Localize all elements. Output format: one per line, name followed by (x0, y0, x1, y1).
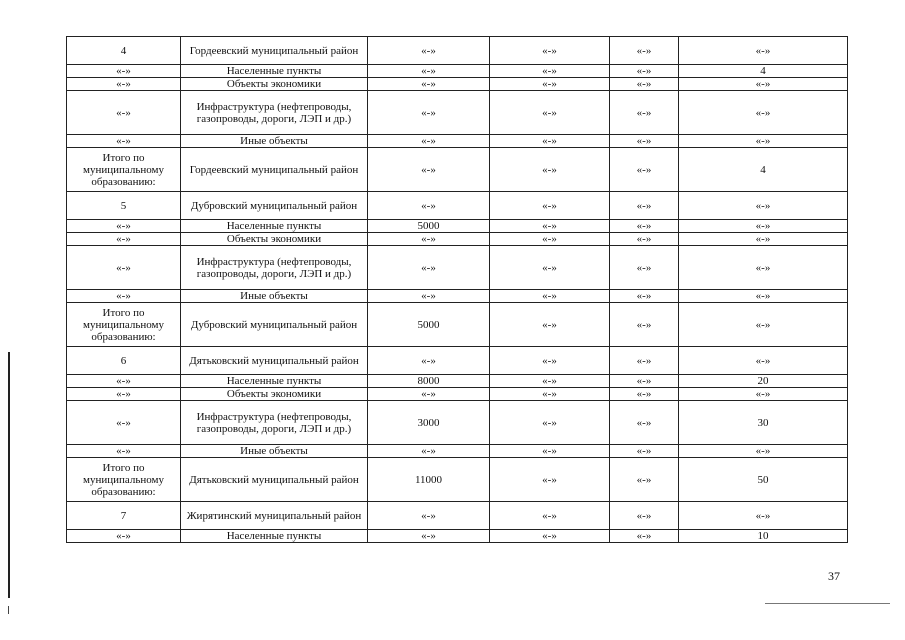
value-cell-1: «-» (368, 148, 490, 192)
value-cell-2: «-» (490, 91, 610, 135)
number-cell: 4 (67, 37, 181, 65)
table-row (67, 458, 848, 502)
footer-rule (765, 603, 890, 604)
value-cell-4: «-» (679, 303, 848, 347)
name-cell: Дубровский муниципальный район (181, 303, 368, 347)
value-cell-3: «-» (610, 530, 679, 543)
page-number: 37 (828, 569, 840, 583)
name-cell: Объекты экономики (181, 233, 368, 246)
value-cell-1: 5000 (368, 303, 490, 347)
value-cell-2: «-» (490, 220, 610, 233)
value-cell-3: «-» (610, 347, 679, 375)
value-cell-3: «-» (610, 401, 679, 445)
name-cell: Населенные пункты (181, 220, 368, 233)
value-cell-4: 4 (679, 148, 848, 192)
table-row (67, 502, 848, 530)
value-cell-4: «-» (679, 445, 848, 458)
value-cell-2: «-» (490, 401, 610, 445)
value-cell-3: «-» (610, 375, 679, 388)
table-row (67, 78, 848, 91)
value-cell-4: «-» (679, 192, 848, 220)
value-cell-2: «-» (490, 37, 610, 65)
value-cell-1: «-» (368, 192, 490, 220)
name-cell: Иные объекты (181, 445, 368, 458)
value-cell-1: 3000 (368, 401, 490, 445)
table-row (67, 148, 848, 192)
value-cell-2: «-» (490, 347, 610, 375)
value-cell-3: «-» (610, 388, 679, 401)
value-cell-3: «-» (610, 246, 679, 290)
value-cell-2: «-» (490, 78, 610, 91)
value-cell-4: «-» (679, 347, 848, 375)
number-cell: «-» (67, 375, 181, 388)
table-row (67, 246, 848, 290)
value-cell-4: «-» (679, 91, 848, 135)
name-cell: Инфраструктура (нефтепроводы, газопроводы, дороги, ЛЭП и др.) (181, 401, 368, 445)
number-cell: 7 (67, 502, 181, 530)
table-row (67, 388, 848, 401)
number-cell: Итого по муниципальному образованию: (67, 458, 181, 502)
value-cell-3: «-» (610, 78, 679, 91)
number-cell: «-» (67, 388, 181, 401)
value-cell-2: «-» (490, 148, 610, 192)
name-cell: Населенные пункты (181, 375, 368, 388)
value-cell-1: «-» (368, 78, 490, 91)
value-cell-4: «-» (679, 37, 848, 65)
value-cell-4: «-» (679, 233, 848, 246)
table-row (67, 135, 848, 148)
value-cell-2: «-» (490, 65, 610, 78)
value-cell-2: «-» (490, 375, 610, 388)
value-cell-2: «-» (490, 290, 610, 303)
table-row (67, 445, 848, 458)
number-cell: «-» (67, 246, 181, 290)
table-row (67, 375, 848, 388)
value-cell-1: «-» (368, 445, 490, 458)
value-cell-3: «-» (610, 37, 679, 65)
value-cell-2: «-» (490, 192, 610, 220)
value-cell-2: «-» (490, 135, 610, 148)
number-cell: «-» (67, 401, 181, 445)
value-cell-3: «-» (610, 192, 679, 220)
value-cell-2: «-» (490, 303, 610, 347)
value-cell-2: «-» (490, 246, 610, 290)
table-row (67, 530, 848, 543)
table-row (67, 347, 848, 375)
value-cell-1: «-» (368, 290, 490, 303)
number-cell: «-» (67, 78, 181, 91)
scan-edge-mark (8, 352, 10, 598)
value-cell-1: 8000 (368, 375, 490, 388)
table-row (67, 192, 848, 220)
value-cell-1: «-» (368, 347, 490, 375)
value-cell-3: «-» (610, 135, 679, 148)
name-cell: Инфраструктура (нефтепроводы, газопроводы, дороги, ЛЭП и др.) (181, 91, 368, 135)
value-cell-1: 5000 (368, 220, 490, 233)
value-cell-4: «-» (679, 135, 848, 148)
value-cell-3: «-» (610, 290, 679, 303)
value-cell-4: «-» (679, 78, 848, 91)
table-row (67, 91, 848, 135)
value-cell-4: «-» (679, 246, 848, 290)
table-row (67, 233, 848, 246)
table-row (67, 220, 848, 233)
number-cell: «-» (67, 233, 181, 246)
number-cell: «-» (67, 445, 181, 458)
value-cell-4: 30 (679, 401, 848, 445)
value-cell-2: «-» (490, 233, 610, 246)
name-cell: Инфраструктура (нефтепроводы, газопроводы, дороги, ЛЭП и др.) (181, 246, 368, 290)
name-cell: Гордеевский муниципальный район (181, 37, 368, 65)
value-cell-3: «-» (610, 91, 679, 135)
value-cell-1: «-» (368, 233, 490, 246)
value-cell-4: 50 (679, 458, 848, 502)
value-cell-3: «-» (610, 65, 679, 78)
emergency-objects-table (66, 36, 848, 543)
name-cell: Иные объекты (181, 135, 368, 148)
value-cell-3: «-» (610, 303, 679, 347)
value-cell-4: 20 (679, 375, 848, 388)
value-cell-3: «-» (610, 502, 679, 530)
name-cell: Населенные пункты (181, 530, 368, 543)
value-cell-2: «-» (490, 458, 610, 502)
number-cell: «-» (67, 220, 181, 233)
number-cell: Итого по муниципальному образованию: (67, 148, 181, 192)
value-cell-4: «-» (679, 388, 848, 401)
value-cell-2: «-» (490, 530, 610, 543)
value-cell-3: «-» (610, 148, 679, 192)
value-cell-4: «-» (679, 290, 848, 303)
number-cell: 6 (67, 347, 181, 375)
scan-edge-tick (8, 606, 9, 614)
value-cell-1: «-» (368, 530, 490, 543)
number-cell: 5 (67, 192, 181, 220)
value-cell-4: 10 (679, 530, 848, 543)
table-row (67, 65, 848, 78)
value-cell-3: «-» (610, 233, 679, 246)
name-cell: Объекты экономики (181, 78, 368, 91)
number-cell: «-» (67, 91, 181, 135)
name-cell: Дятьковский муниципальный район (181, 458, 368, 502)
value-cell-2: «-» (490, 388, 610, 401)
value-cell-2: «-» (490, 502, 610, 530)
value-cell-1: «-» (368, 37, 490, 65)
name-cell: Дубровский муниципальный район (181, 192, 368, 220)
name-cell: Гордеевский муниципальный район (181, 148, 368, 192)
number-cell: «-» (67, 135, 181, 148)
value-cell-4: 4 (679, 65, 848, 78)
value-cell-2: «-» (490, 445, 610, 458)
value-cell-3: «-» (610, 458, 679, 502)
value-cell-1: «-» (368, 246, 490, 290)
number-cell: «-» (67, 530, 181, 543)
name-cell: Объекты экономики (181, 388, 368, 401)
value-cell-1: «-» (368, 388, 490, 401)
name-cell: Дятьковский муниципальный район (181, 347, 368, 375)
value-cell-1: 11000 (368, 458, 490, 502)
value-cell-1: «-» (368, 65, 490, 78)
value-cell-4: «-» (679, 502, 848, 530)
value-cell-3: «-» (610, 445, 679, 458)
name-cell: Жирятинский муниципальный район (181, 502, 368, 530)
value-cell-1: «-» (368, 502, 490, 530)
table-row (67, 401, 848, 445)
table-row (67, 303, 848, 347)
value-cell-4: «-» (679, 220, 848, 233)
table-row (67, 37, 848, 65)
table-body (67, 37, 848, 543)
value-cell-1: «-» (368, 135, 490, 148)
number-cell: Итого по муниципальному образованию: (67, 303, 181, 347)
value-cell-1: «-» (368, 91, 490, 135)
table-row (67, 290, 848, 303)
name-cell: Населенные пункты (181, 65, 368, 78)
value-cell-3: «-» (610, 220, 679, 233)
name-cell: Иные объекты (181, 290, 368, 303)
number-cell: «-» (67, 290, 181, 303)
number-cell: «-» (67, 65, 181, 78)
